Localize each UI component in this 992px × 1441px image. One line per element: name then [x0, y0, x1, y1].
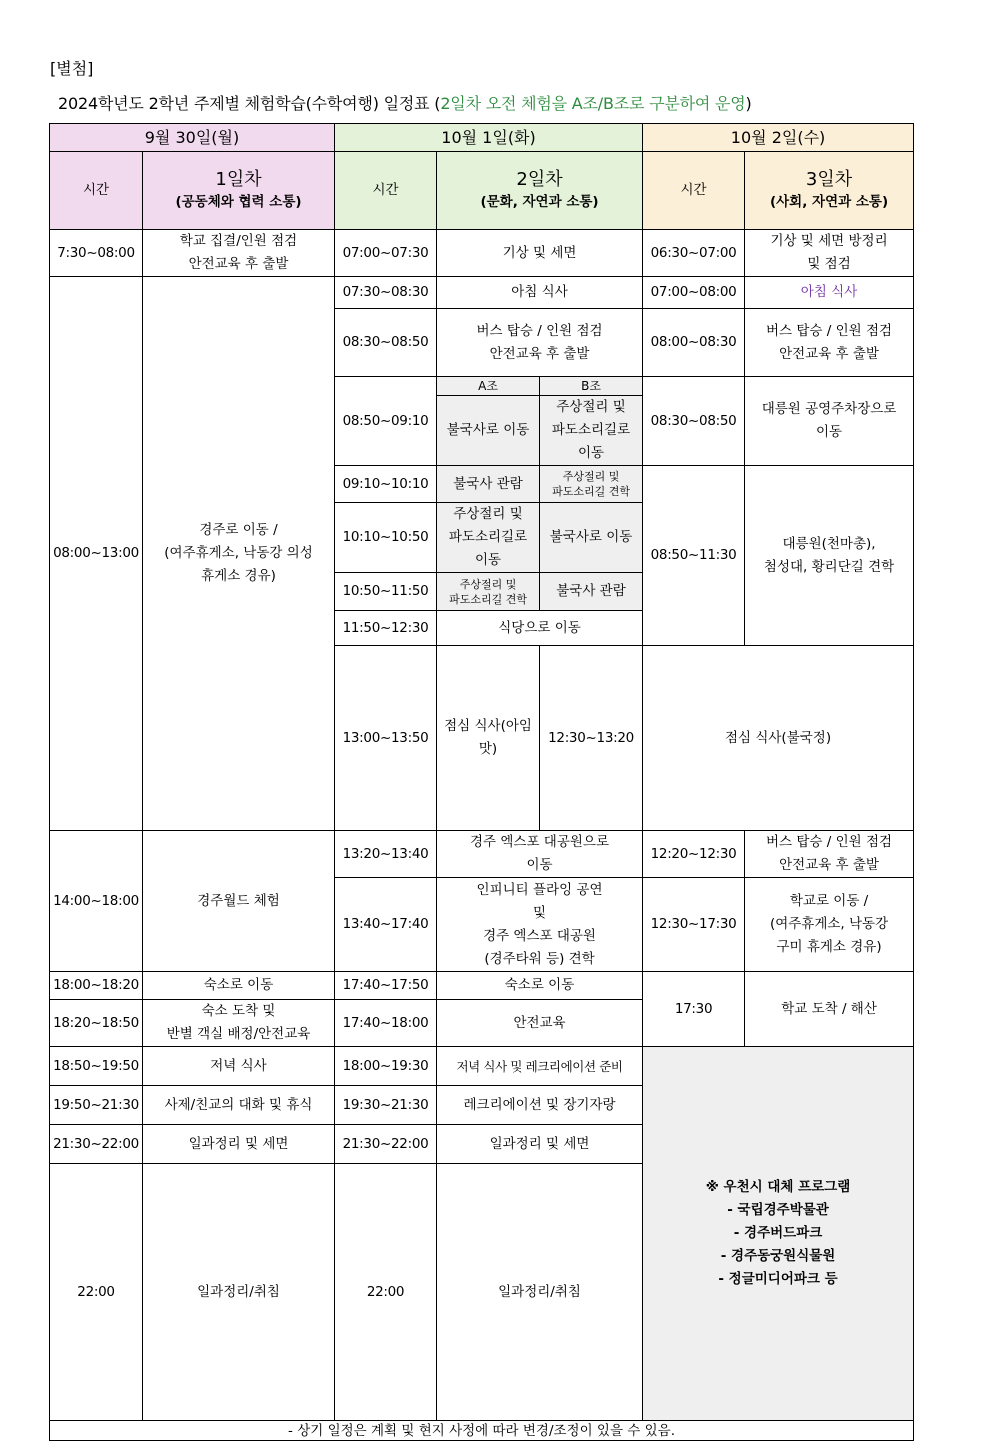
line: 경주 엑스포 대공원	[483, 927, 596, 944]
line: 파도소리길 견학	[552, 485, 630, 498]
day2-time: 12:30~13:20	[540, 646, 643, 831]
day2-activity: 아침 식사	[437, 277, 643, 309]
day1-name: 1일차	[215, 168, 262, 190]
day2-time: 17:40~18:00	[335, 1000, 437, 1047]
line: 이동	[474, 552, 502, 568]
day3-time: 08:00~08:30	[643, 309, 745, 377]
rain-alternative-box	[643, 1047, 914, 1421]
day2-activity: 식당으로 이동	[437, 611, 643, 646]
line: 학교 집결/인원 점검	[179, 233, 298, 249]
day2-activity: 숙소로 이동	[437, 972, 643, 1000]
line: 대릉원(천마총),	[782, 535, 876, 552]
rain-item: - 정글미디어파크 등	[718, 1271, 838, 1287]
day2-name: 2일차	[516, 168, 563, 190]
line: (여주휴게소, 낙동강 의성	[164, 545, 313, 561]
day1-time-header: 시간	[50, 152, 143, 230]
day1-time: 18:00~18:20	[50, 972, 143, 1000]
day1-activity: 점심 식사(아임맛)	[437, 646, 540, 831]
group-b-activity	[540, 396, 643, 466]
day2-activity	[437, 878, 643, 972]
title-note: 2일차 오전 체험을 A조/B조로 구분하여 운영	[440, 94, 746, 113]
line: 주상절리 및	[459, 577, 517, 591]
day3-activity: 아침 식사	[745, 277, 914, 309]
day2-time: 22:00	[335, 1164, 437, 1421]
day2-time: 21:30~22:00	[335, 1125, 437, 1164]
line: 주상절리 및	[453, 506, 523, 522]
day1-activity: 숙소로 이동	[143, 972, 335, 1000]
rain-title: ※ 우천시 대체 프로그램	[705, 1179, 851, 1195]
day3-activity	[745, 466, 914, 646]
day1-time: 13:00~13:50	[335, 646, 437, 831]
day2-time: 10:10~10:50	[335, 503, 437, 573]
day2-time: 11:50~12:30	[335, 611, 437, 646]
day1-activity: 경주월드 체험	[143, 831, 335, 972]
line: 구미 휴게소 경유)	[776, 939, 882, 955]
line: 버스 탑승 / 인원 점검	[766, 834, 893, 850]
line: 경주 엑스포 대공원으로	[470, 834, 610, 850]
day1-time: 14:00~18:00	[50, 831, 143, 972]
line: 숙소 도착 및	[201, 1003, 276, 1019]
schedule-table	[49, 123, 914, 1441]
line: 및 점검	[807, 256, 851, 272]
rain-item: - 국립경주박물관	[727, 1202, 829, 1218]
day3-activity	[745, 309, 914, 377]
day2-time: 07:00~07:30	[335, 230, 437, 277]
day1-header	[143, 152, 335, 230]
line: 대릉원 공영주차장으로	[761, 401, 897, 417]
line: 첨성대, 황리단길 견학	[763, 558, 895, 575]
line: 인피니티 플라잉 공연	[476, 881, 603, 898]
day1-time: 08:00~13:00	[50, 277, 143, 831]
group-a-activity: 불국사로 이동	[437, 396, 540, 466]
day2-activity: 저녁 식사 및 레크리에이션 준비	[437, 1047, 643, 1086]
day2-activity: 일과정리 및 세면	[437, 1125, 643, 1164]
line: 파도소리길로	[551, 422, 631, 438]
day3-time-header: 시간	[643, 152, 745, 230]
group-b-activity: 불국사 관람	[540, 573, 643, 611]
line: 버스 탑승 / 인원 점검	[766, 322, 893, 339]
day3-time: 08:50~11:30	[643, 466, 745, 646]
day3-theme: (사회, 자연과 소통)	[769, 193, 889, 210]
day3-activity	[745, 878, 914, 972]
day1-time: 21:30~22:00	[50, 1125, 143, 1164]
day2-time: 08:50~09:10	[335, 377, 437, 466]
line: (경주타워 등) 견학	[484, 950, 595, 967]
line: 주상절리 및	[556, 399, 626, 415]
line: 버스 탑승 / 인원 점검	[476, 322, 603, 339]
day1-time: 19:50~21:30	[50, 1086, 143, 1125]
day2-activity: 안전교육	[437, 1000, 643, 1047]
line: 및	[533, 904, 547, 921]
line: 학교로 이동 /	[789, 893, 869, 909]
day2-time: 19:30~21:30	[335, 1086, 437, 1125]
day3-activity	[745, 831, 914, 878]
day1-time: 18:50~19:50	[50, 1047, 143, 1086]
title-main: 2024학년도 2학년 주제별 체험학습(수학여행) 일정표 (	[58, 94, 441, 113]
day3-time: 08:30~08:50	[643, 377, 745, 466]
day2-time: 17:40~17:50	[335, 972, 437, 1000]
day1-activity	[143, 230, 335, 277]
day1-time: 18:20~18:50	[50, 1000, 143, 1047]
group-b-activity	[540, 466, 643, 503]
day2-activity: 일과정리/취침	[437, 1164, 643, 1421]
line: 경주로 이동 /	[199, 522, 278, 538]
line: 파도소리길로	[448, 529, 528, 545]
day1-activity: 사제/친교의 대화 및 휴식	[143, 1086, 335, 1125]
group-b-header: B조	[540, 377, 643, 396]
day2-header	[437, 152, 643, 230]
line: 주상절리 및	[562, 470, 620, 483]
day3-time: 06:30~07:00	[643, 230, 745, 277]
day1-activity: 일과정리 및 세면	[143, 1125, 335, 1164]
day2-time: 18:00~19:30	[335, 1047, 437, 1086]
title-close: )	[745, 94, 752, 113]
day1-activity: 저녁 식사	[143, 1047, 335, 1086]
footer-note: - 상기 일정은 계획 및 현지 사정에 따라 변경/조정이 있을 수 있음.	[50, 1421, 914, 1441]
day2-activity: 기상 및 세면	[437, 230, 643, 277]
day3-activity	[745, 230, 914, 277]
rain-item: - 경주버드파크	[733, 1225, 823, 1241]
day3-name: 3일차	[805, 168, 853, 190]
line: 휴게소 경유)	[201, 568, 276, 584]
day2-theme: (문화, 자연과 소통)	[480, 193, 599, 210]
day2-activity: 레크리에이션 및 장기자랑	[437, 1086, 643, 1125]
line: 이동	[526, 857, 553, 873]
line: 파도소리길 견학	[449, 592, 527, 606]
day2-time-header: 시간	[335, 152, 437, 230]
day3-time: 12:20~12:30	[643, 831, 745, 878]
day1-time: 7:30~08:00	[50, 230, 143, 277]
day3-date: 10월 2일(수)	[643, 124, 914, 152]
group-a-activity: 불국사 관람	[437, 466, 540, 503]
day2-time: 13:20~13:40	[335, 831, 437, 878]
line: 안전교육 후 출발	[489, 345, 590, 362]
line: (여주휴게소, 낙동강	[769, 916, 889, 932]
day3-activity: 학교 도착 / 해산	[745, 972, 914, 1047]
page-title	[58, 91, 752, 114]
group-b-activity: 불국사로 이동	[540, 503, 643, 573]
day1-activity	[143, 277, 335, 831]
day2-activity	[437, 831, 643, 878]
day2-time: 09:10~10:10	[335, 466, 437, 503]
day3-time: 12:30~17:30	[643, 878, 745, 972]
line: 이동	[577, 445, 605, 461]
day2-time: 13:40~17:40	[335, 878, 437, 972]
day3-time: 07:00~08:00	[643, 277, 745, 309]
group-a-activity	[437, 573, 540, 611]
line: 안전교육 후 출발	[779, 857, 879, 873]
day1-activity	[143, 1000, 335, 1047]
day3-activity	[745, 377, 914, 466]
line: 이동	[815, 424, 843, 440]
day2-time: 07:30~08:30	[335, 277, 437, 309]
day2-time: 10:50~11:50	[335, 573, 437, 611]
group-a-header: A조	[437, 377, 540, 396]
day2-time: 08:30~08:50	[335, 309, 437, 377]
day1-theme: (공동체와 협력 소통)	[175, 193, 302, 210]
day2-activity	[437, 309, 643, 377]
day2-date: 10월 1일(화)	[335, 124, 643, 152]
day1-time: 22:00	[50, 1164, 143, 1421]
line: 반별 객실 배정/안전교육	[166, 1026, 311, 1042]
attachment-label: [별첨]	[50, 59, 94, 78]
day1-activity: 일과정리/취침	[143, 1164, 335, 1421]
day1-date: 9월 30일(월)	[50, 124, 335, 152]
line: 기상 및 세면 방정리	[770, 233, 888, 249]
line: 안전교육 후 출발	[188, 256, 289, 272]
line: 안전교육 후 출발	[779, 345, 879, 362]
day3-time: 17:30	[643, 972, 745, 1047]
group-a-activity	[437, 503, 540, 573]
rain-item: - 경주동궁원식물원	[720, 1248, 836, 1264]
day2-activity: 점심 식사(불국정)	[643, 646, 914, 831]
day3-header	[745, 152, 914, 230]
